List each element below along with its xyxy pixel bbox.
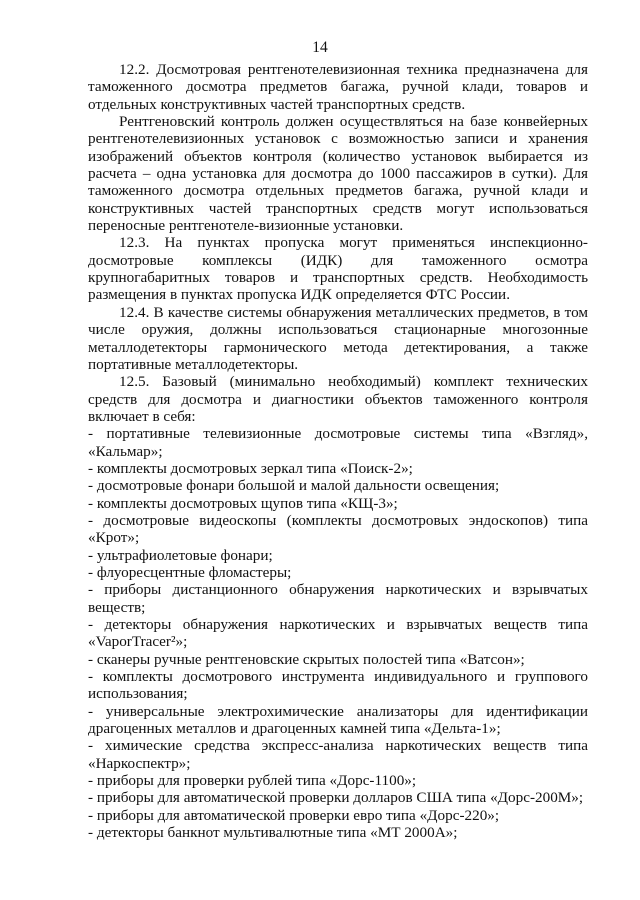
- list-item: - комплекты досмотровых зеркал типа «Поиск-2»;: [88, 459, 413, 477]
- list-item: - досмотровые фонари большой и малой дальности освещения;: [88, 477, 500, 495]
- paragraph-12-2: 12.2. Досмотровая рентгенотелевизионная техника предназначена для таможенного досмотра предметов багажа, ручной клади, товаров и отдельных конструктивных частей транспортных средств.: [88, 61, 588, 113]
- list-item: - приборы для автоматической проверки долларов США типа «Дорс-200М»;: [88, 789, 584, 807]
- list-item: - досмотровые видеоскопы (комплекты досмотровых эндоскопов) типа «Крот»;: [88, 511, 588, 547]
- list-item: - ультрафиолетовые фонари;: [88, 546, 273, 564]
- document-body: [88, 61, 588, 841]
- list-item: - детекторы обнаружения наркотических и взрывчатых веществ типа «VaporTracer²»;: [88, 616, 588, 651]
- paragraph-12-5: 12.5. Базовый (минимально необходимый) комплект технических средств для досмотра и диагностики объектов таможенного контроля включает в себя:: [88, 373, 588, 425]
- list-item: - комплекты досмотровых щупов типа «КЩ-3»;: [88, 494, 398, 512]
- equipment-list: [88, 425, 588, 841]
- paragraph-12-3: 12.3. На пунктах пропуска могут применяться инспекционно-досмотровые комплексы (ИДК) для таможенного осмотра крупногабаритных товаров и транспортных средств. Необходимость размещения в пунктах пропуска ИДК определяется ФТС России.: [88, 234, 588, 304]
- list-item: - приборы для автоматической проверки евро типа «Дорс-220»;: [88, 806, 500, 824]
- list-item: - химические средства экспресс-анализа наркотических веществ типа «Наркоспектр»;: [88, 737, 588, 772]
- list-item: - приборы дистанционного обнаружения наркотических и взрывчатых веществ;: [88, 581, 588, 616]
- paragraph-xray-control: Рентгеновский контроль должен осуществляться на базе конвейерных рентгенотелевизионных установок с возможностью записи и хранения изображений объектов контроля (количество установок выбирается из расчета – одна установка для досмотра до 1000 пассажиров в сутки). Для таможенного досмотра отдельных предметов багажа, ручной клади и конструктивных частей транспортных средств могут использоваться переносные рентгенотеле-визионные установки.: [88, 113, 588, 235]
- page-number: 14: [312, 39, 328, 56]
- list-item: - детекторы банкнот мультивалютные типа «МТ 2000А»;: [88, 824, 458, 842]
- list-item: - флуоресцентные фломастеры;: [88, 563, 292, 581]
- list-item: - комплекты досмотрового инструмента индивидуального и группового использования;: [88, 668, 588, 703]
- list-item: - универсальные электрохимические анализаторы для идентификации драгоценных металлов и драгоценных камней типа «Дельта-1»;: [88, 702, 588, 738]
- paragraph-12-4: 12.4. В качестве системы обнаружения металлических предметов, в том числе оружия, должны использоваться стационарные многозонные металлодетекторы гармонического метода детектирования, а также портативные металлодетекторы.: [88, 303, 588, 373]
- list-item: - портативные телевизионные досмотровые системы типа «Взгляд», «Кальмар»;: [88, 425, 588, 460]
- list-item: - сканеры ручные рентгеновские скрытых полостей типа «Ватсон»;: [88, 650, 525, 668]
- list-item: - приборы для проверки рублей типа «Дорс-1100»;: [88, 772, 417, 790]
